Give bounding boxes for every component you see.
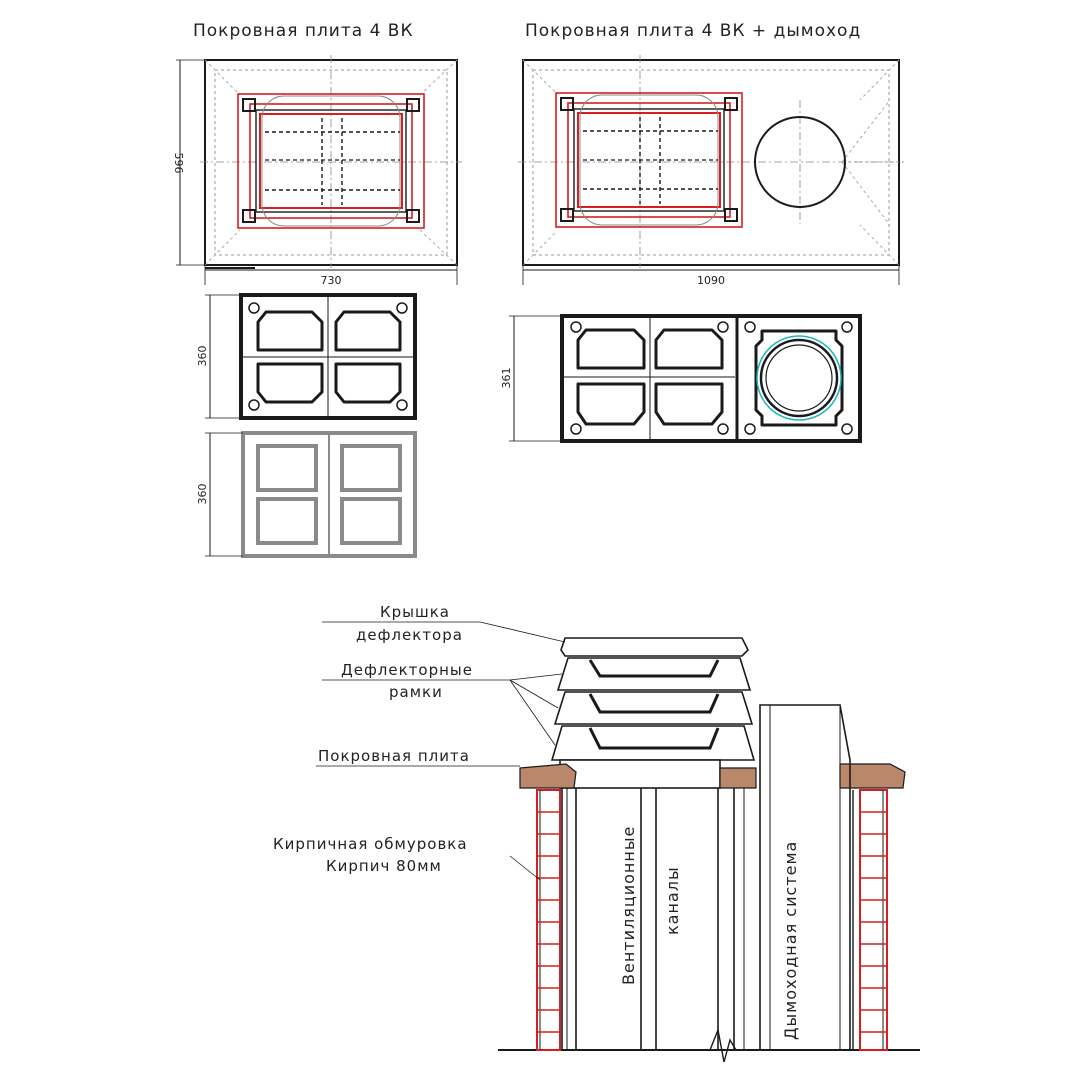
brick-wall-right [853,790,887,1050]
dim-frame1-height [205,295,241,418]
label-masonry-line1: Кирпичная обмуровка [273,835,468,853]
title-plate-4vk: Покровная плита 4 ВК [193,21,414,41]
deflector-frame-right [562,316,860,441]
dim-text-360-b: 360 [196,483,209,505]
label-masonry-line2: Кирпич 80мм [326,857,442,875]
label-cap-line1: Крышка [380,603,450,621]
dim-text-596: 596 [172,152,185,174]
deflector-frame-left [241,295,415,418]
dim-text-361: 361 [500,367,513,389]
label-vent-line2: каналы [663,866,682,935]
cover-plate [520,760,905,788]
plate-left-top-view [200,55,462,268]
label-cap-line2: дефлектора [356,626,463,644]
label-cover-plate: Покровная плита [318,747,470,765]
chimney-pipe [760,705,850,1050]
dim-text-730: 730 [320,274,342,287]
dim-text-1090: 1090 [697,274,725,287]
label-frames-line1: Дефлекторные [341,661,473,679]
dim-text-360-a: 360 [196,345,209,367]
dim-frame2-height [205,433,243,556]
title-plate-4vk-chimney: Покровная плита 4 ВК + дымоход [525,21,862,41]
deflector-frames [552,658,754,760]
brick-wall-left [537,790,560,1050]
vent-channel-walls [562,788,744,1062]
plate-grid-grey [243,433,415,556]
deflector-cap [561,638,748,656]
label-frames-line2: рамки [389,683,443,701]
label-chimney-system: Дымоходная система [781,840,800,1040]
dim-frame-right-height [509,316,562,441]
plate-right-top-view [518,55,904,268]
label-vent-line1: Вентиляционные [619,825,638,985]
